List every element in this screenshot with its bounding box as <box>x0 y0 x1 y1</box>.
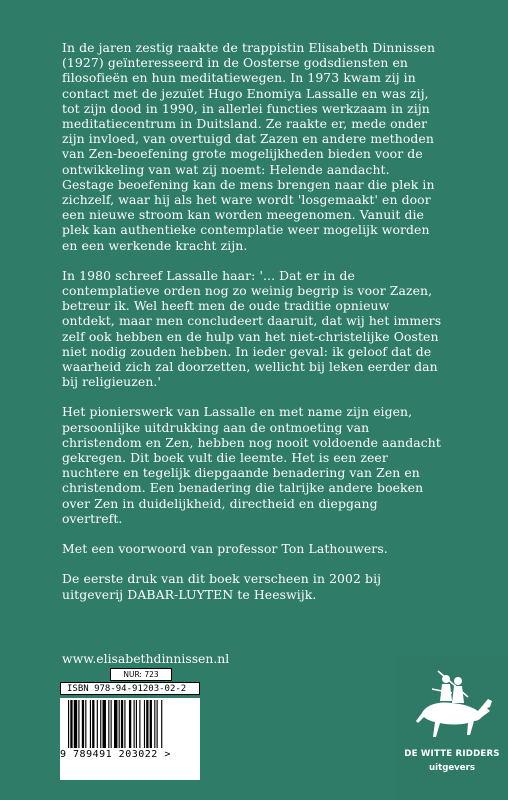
barcode-bar <box>100 700 101 748</box>
blurb-paragraph-3: Het pionierswerk van Lassalle en met name zijn eigen, persoonlijke uitdrukking aan de ontmoeting van christendom en Zen, hebben nog nooit voldoende aandacht gekregen. Dit boek vult die leemte. Het is een zeer nuchtere en tegelijk diepgaande benadering van Zen en christendom. Een benadering die talrijke andere boeken over Zen in duidelijkheid, directheid en diepgang overtreft. <box>62 404 441 526</box>
blurb-paragraph-1: In de jaren zestig raakte de trappistin Elisabeth Dinnissen (1927) geïnteresseerd in de Oosterse godsdiensten en filosofieën en hun meditatiewegen. In 1973 kwam zij in contact met de jezuïet Hugo Enomiya Lassalle en was zij, tot zijn dood in 1990, in allerlei functies werkzaam in zijn meditatiecentrum in Duitsland. Ze raakte er, mede onder zijn invloed, van overtuigd dat Zazen en andere methoden van Zen-beoefening grote mogelijkheden bieden voor de ontwikkeling van wat zij noemt: Helende aandacht. Gestage beoefening kan de mens brengen naar die plek in zichzelf, waar hij als het ware wordt 'losgemaakt' en door een nieuwe stroom kan worden meegenomen. Vanuit die plek kan authentieke contemplatie weer mogelijk worden en een werkende kracht zijn. <box>62 40 436 253</box>
barcode-bar <box>121 700 123 748</box>
barcode-bar <box>139 700 140 748</box>
barcode-bar <box>114 700 117 748</box>
barcode-bar <box>150 700 152 748</box>
barcode-bar <box>146 700 148 748</box>
barcode-bar <box>129 700 131 748</box>
publisher-name: DE WITTE RIDDERS <box>404 749 500 759</box>
barcode-bar <box>70 700 72 748</box>
barcode-bar <box>85 700 86 748</box>
barcode-bar <box>111 700 112 748</box>
barcode-bar <box>161 700 162 748</box>
barcode-bar <box>108 700 109 748</box>
nur-label: NUR: 723 <box>110 668 172 681</box>
barcode-bar <box>68 700 69 748</box>
knights-on-horse-icon <box>412 667 494 745</box>
publisher-sub: uitgevers <box>429 763 475 773</box>
barcode-block <box>60 668 210 788</box>
barcode-bar <box>97 700 98 748</box>
barcode-bar <box>82 700 84 748</box>
barcode-bar <box>136 700 137 748</box>
blurb-text <box>62 40 442 617</box>
barcode-bar <box>78 700 79 748</box>
website-link[interactable]: www.elisabethdinnissen.nl <box>62 651 230 666</box>
barcode-bar <box>157 700 158 748</box>
barcode <box>60 698 200 780</box>
barcode-bar <box>134 700 135 748</box>
barcode-bar <box>92 700 94 748</box>
publisher-logo <box>396 657 508 800</box>
foreword-note: Met een voorwoord van professor Ton Lathouwers. <box>62 541 388 557</box>
blurb-paragraph-2: In 1980 schreef Lassalle haar: '... Dat er in de contemplatieve orden nog zo weinig begrip is voor Zazen, betreur ik. Wel heeft men de oude traditie opnieuw ontdekt, maar men concludeert daaruit, dat wij het immers zelf ook hebben en de hulp van het niet-christelijke Oosten niet nodig zouden hebben. In ieder geval: ik geloof dat de waarheid zich zal doorzetten, wellicht bij leken eerder dan bij religieuzen.' <box>62 267 442 390</box>
barcode-bar <box>154 700 155 748</box>
barcode-digits: 9 789491 203022 > <box>60 748 200 762</box>
barcode-bar <box>124 700 125 748</box>
barcode-bar <box>103 700 106 748</box>
barcode-bar <box>90 700 91 748</box>
barcode-bar <box>119 700 120 748</box>
isbn-label: ISBN 978-94-91203-02-2 <box>60 682 200 695</box>
first-print-note: De eerste druk van dit boek verscheen in 2002 bij uitgeverij DABAR-LUYTEN te Heeswijk. <box>62 571 382 602</box>
barcode-bar <box>144 700 145 748</box>
barcode-bar <box>74 700 77 748</box>
barcode-bars <box>60 698 200 750</box>
